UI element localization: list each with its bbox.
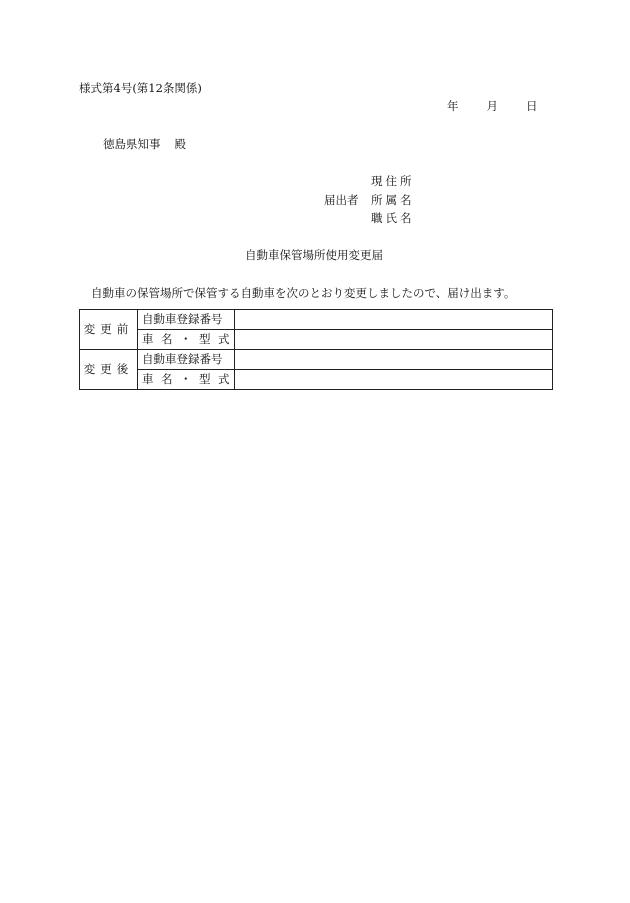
form-number: 様式第4号(第12条関係) (79, 81, 202, 95)
body-text: 自動車の保管場所で保管する自動車を次のとおり変更しましたので、届け出ます。 (91, 286, 516, 300)
vehicle-change-table (79, 309, 553, 390)
group-label-before: 変更前 (80, 310, 138, 350)
row-label-registration: 自動車登録番号 (138, 310, 235, 330)
date-line (447, 101, 538, 113)
row-label-model: 車名・型式 (138, 330, 235, 350)
name-label: 職氏名 (371, 211, 415, 225)
after-model-value[interactable] (235, 370, 553, 390)
table-row (80, 330, 553, 350)
group-label-after: 変更後 (80, 350, 138, 390)
date-year: 年 (447, 99, 459, 113)
before-registration-value[interactable] (235, 310, 553, 330)
date-month: 月 (486, 99, 498, 113)
row-label-model: 車名・型式 (138, 370, 235, 390)
before-model-value[interactable] (235, 330, 553, 350)
row-label-registration: 自動車登録番号 (138, 350, 235, 370)
table-row (80, 310, 553, 330)
date-day: 日 (526, 99, 538, 113)
table-row (80, 350, 553, 370)
table-row (80, 370, 553, 390)
addressee (103, 139, 186, 151)
addressee-honorific: 殿 (174, 137, 186, 151)
affiliation-label: 所属名 (371, 193, 415, 207)
address-label: 現住所 (371, 174, 415, 188)
document-title: 自動車保管場所使用変更届 (245, 248, 383, 262)
addressee-name: 徳島県知事 (103, 137, 161, 151)
applicant-label: 届出者 (324, 193, 359, 207)
after-registration-value[interactable] (235, 350, 553, 370)
